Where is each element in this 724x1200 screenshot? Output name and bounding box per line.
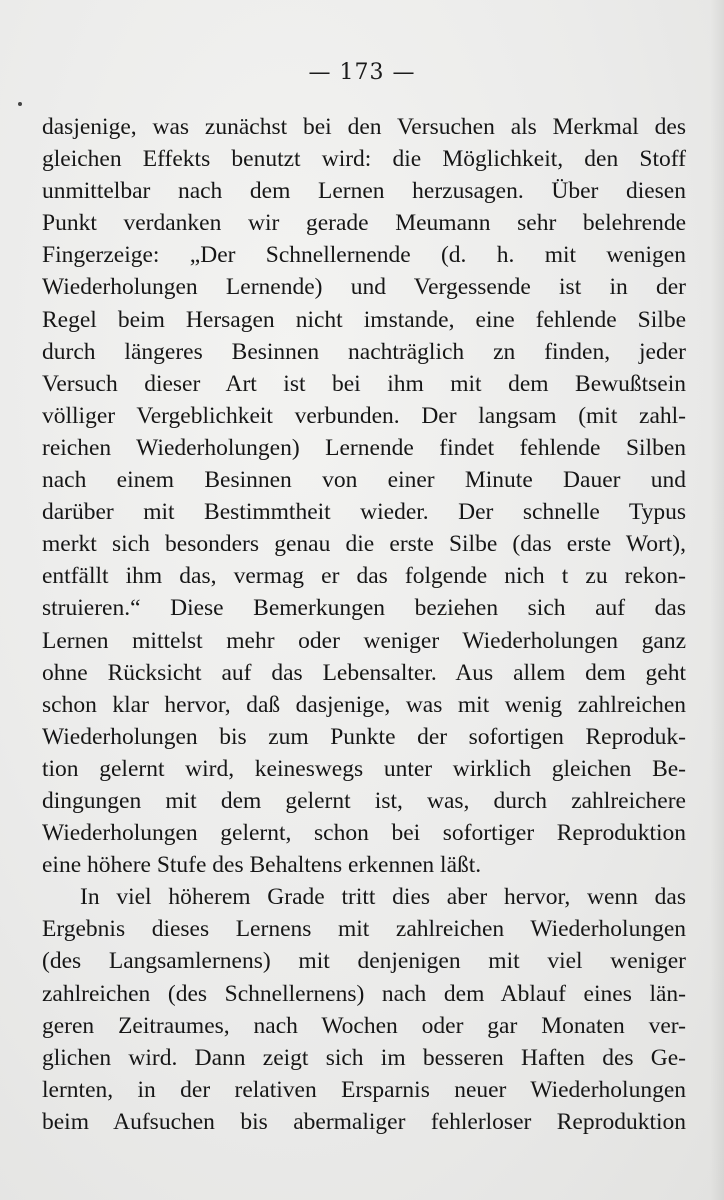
- text-line: dasjenige, was zunächst bei den Versuchen als Merkmal des: [42, 114, 686, 140]
- paragraph-start-line: In viel höherem Grade tritt dies aber hervor, wenn das: [80, 884, 686, 911]
- text-line: völliger Vergeblichkeit verbunden. Der langsam (mit zahl-: [42, 402, 686, 429]
- text-line: eine höhere Stufe des Behaltens erkennen läßt.: [42, 852, 482, 879]
- text-line: Punkt verdanken wir gerade Meumann sehr belehrende: [42, 210, 686, 237]
- text-line: (des Langsamlernens) mit denjenigen mit viel weniger: [42, 948, 686, 975]
- text-line: schon klar hervor, daß dasjenige, was mit wenig zahlreichen: [42, 691, 686, 718]
- text-line: zahlreichen (des Schnellernens) nach dem Ablauf eines län-: [42, 980, 686, 1007]
- text-line: Wiederholungen bis zum Punkte der sofortigen Reproduk-: [42, 723, 686, 750]
- margin-mark: [18, 102, 22, 106]
- text-line: unmittelbar nach dem Lernen herzusagen. Über diesen: [42, 178, 686, 205]
- text-line: nach einem Besinnen von einer Minute Dauer und: [42, 467, 686, 494]
- text-line: Wiederholungen gelernt, schon bei sofortiger Reproduktion: [42, 820, 686, 847]
- text-line: Wiederholungen Lernende) und Vergessende ist in der: [42, 274, 686, 301]
- text-line: gleichen Effekts benutzt wird: die Möglichkeit, den Stoff: [42, 146, 686, 173]
- page-number: — 173 —: [308, 60, 416, 85]
- page-edge-shadow: [710, 0, 724, 1200]
- text-line: lernten, in der relativen Ersparnis neuer Wiederholungen: [42, 1076, 686, 1103]
- text-line: merkt sich besonders genau die erste Silbe (das erste Wort),: [42, 531, 686, 558]
- text-line: durch längeres Besinnen nachträglich zn finden, jeder: [42, 338, 686, 365]
- text-line: glichen wird. Dann zeigt sich im besseren Haften des Ge-: [42, 1044, 686, 1071]
- text-line: darüber mit Bestimmtheit wieder. Der schnelle Typus: [42, 499, 686, 526]
- text-line: ohne Rücksicht auf das Lebensalter. Aus allem dem geht: [42, 659, 686, 686]
- text-line: dingungen mit dem gelernt ist, was, durch zahlreichere: [42, 787, 686, 814]
- text-line: struieren.“ Diese Bemerkungen beziehen sich auf das: [42, 595, 686, 622]
- text-line: beim Aufsuchen bis abermaliger fehlerloser Reproduktion: [42, 1108, 686, 1135]
- body-text: [42, 111, 686, 1138]
- text-line: tion gelernt wird, keineswegs unter wirklich gleichen Be-: [42, 755, 686, 782]
- text-line: Lernen mittelst mehr oder weniger Wiederholungen ganz: [42, 627, 686, 654]
- text-line: Ergebnis dieses Lernens mit zahlreichen Wiederholungen: [42, 916, 686, 943]
- text-line: Versuch dieser Art ist bei ihm mit dem Bewußtsein: [42, 370, 686, 397]
- text-line: Regel beim Hersagen nicht imstande, eine fehlende Silbe: [42, 306, 686, 333]
- text-line: geren Zeitraumes, nach Wochen oder gar Monaten ver-: [42, 1012, 686, 1039]
- text-line: reichen Wiederholungen) Lernende findet fehlende Silben: [42, 434, 686, 461]
- text-line: Fingerzeige: „Der Schnellernende (d. h. mit wenigen: [42, 242, 686, 269]
- text-line: entfällt ihm das, vermag er das folgende nich t zu rekon-: [42, 563, 686, 590]
